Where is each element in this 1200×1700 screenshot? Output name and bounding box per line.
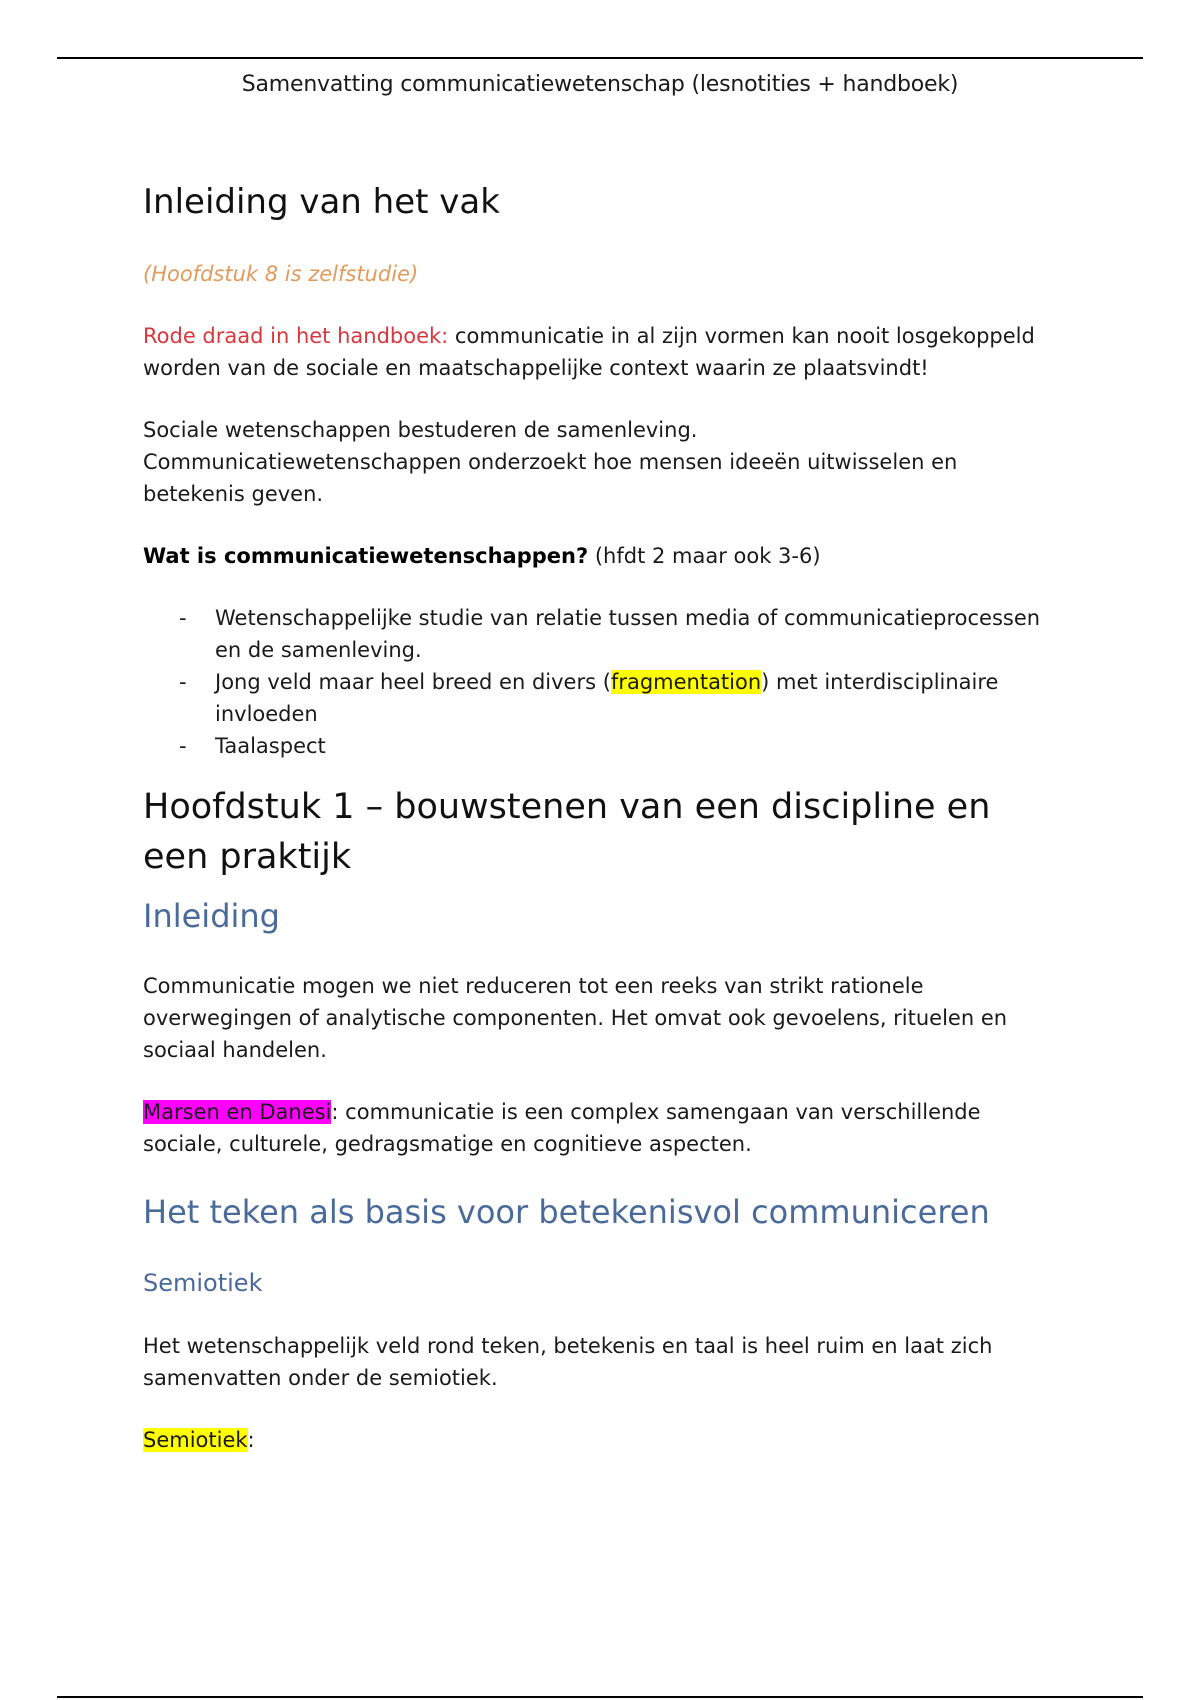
- document-body: [143, 180, 1043, 1486]
- question-paragraph: [143, 540, 1043, 572]
- semiotiek-label-paragraph: [143, 1424, 1043, 1456]
- intro-note: (Hoofdstuk 8 is zelfstudie): [143, 262, 419, 286]
- definition-list: [143, 602, 1043, 762]
- inleiding-heading: Inleiding: [143, 897, 280, 935]
- inleiding-paragraph: Communicatie mogen we niet reduceren tot een reeks van strikt rationele overwegingen of analytische componenten. Het omvat ook gevoelens, rituelen en sociaal handelen.: [143, 974, 1008, 1062]
- header-rule: [57, 57, 1143, 59]
- list-item-text: Wetenschappelijke studie van relatie tussen media of communicatieprocessen en de samenleving.: [215, 606, 1041, 662]
- teken-heading: Het teken als basis voor betekenisvol communiceren: [143, 1193, 990, 1231]
- footer-rule: [57, 1696, 1143, 1698]
- list-item-text: Jong veld maar heel breed en divers (: [215, 670, 611, 694]
- rode-draad-label: Rode draad in het handboek:: [143, 324, 449, 348]
- list-item: [143, 602, 1043, 666]
- rode-draad-paragraph: [143, 320, 1043, 384]
- dash-bullet: -: [179, 734, 187, 758]
- semiotiek-colon: :: [247, 1428, 255, 1452]
- list-item-text: Taalaspect: [215, 734, 326, 758]
- highlight-marsen-danesi: Marsen en Danesi: [143, 1100, 332, 1124]
- sociale-paragraph: [143, 414, 1043, 510]
- sociale-line-1: Sociale wetenschappen bestuderen de samenleving.: [143, 418, 698, 442]
- question-bold: Wat is communicatiewetenschappen?: [143, 544, 589, 568]
- highlight-semiotiek: Semiotiek: [143, 1428, 248, 1452]
- question-rest: (hfdt 2 maar ook 3-6): [588, 544, 821, 568]
- list-item-text: ) met interdisciplinaire invloeden: [215, 670, 999, 726]
- semiotiek-heading: Semiotiek: [143, 1269, 263, 1297]
- sociale-line-2: Communicatiewetenschappen onderzoekt hoe mensen ideeën uitwisselen en betekenis geven.: [143, 450, 958, 506]
- marsen-paragraph: [143, 1096, 1043, 1160]
- highlight-fragmentation: fragmentation: [610, 670, 762, 694]
- chapter1-title: Hoofdstuk 1 – bouwstenen van een discipline en een praktijk: [143, 787, 991, 877]
- dash-bullet: -: [179, 606, 187, 630]
- semiotiek-paragraph: Het wetenschappelijk veld rond teken, betekenis en taal is heel ruim en laat zich samenvatten onder de semiotiek.: [143, 1334, 993, 1390]
- dash-bullet: -: [179, 670, 187, 694]
- intro-title: Inleiding van het vak: [143, 182, 500, 222]
- rode-draad-text: communicatie in al zijn vormen kan nooit losgekoppeld worden van de sociale en maatschappelijke context waarin ze plaatsvindt!: [143, 324, 1035, 380]
- marsen-text: : communicatie is een complex samengaan van verschillende sociale, culturele, gedragsmatige en cognitieve aspecten.: [143, 1100, 981, 1156]
- list-item: [143, 666, 1043, 730]
- running-header: Samenvatting communicatiewetenschap (lesnotities + handboek): [241, 72, 959, 97]
- list-item: [143, 730, 1043, 762]
